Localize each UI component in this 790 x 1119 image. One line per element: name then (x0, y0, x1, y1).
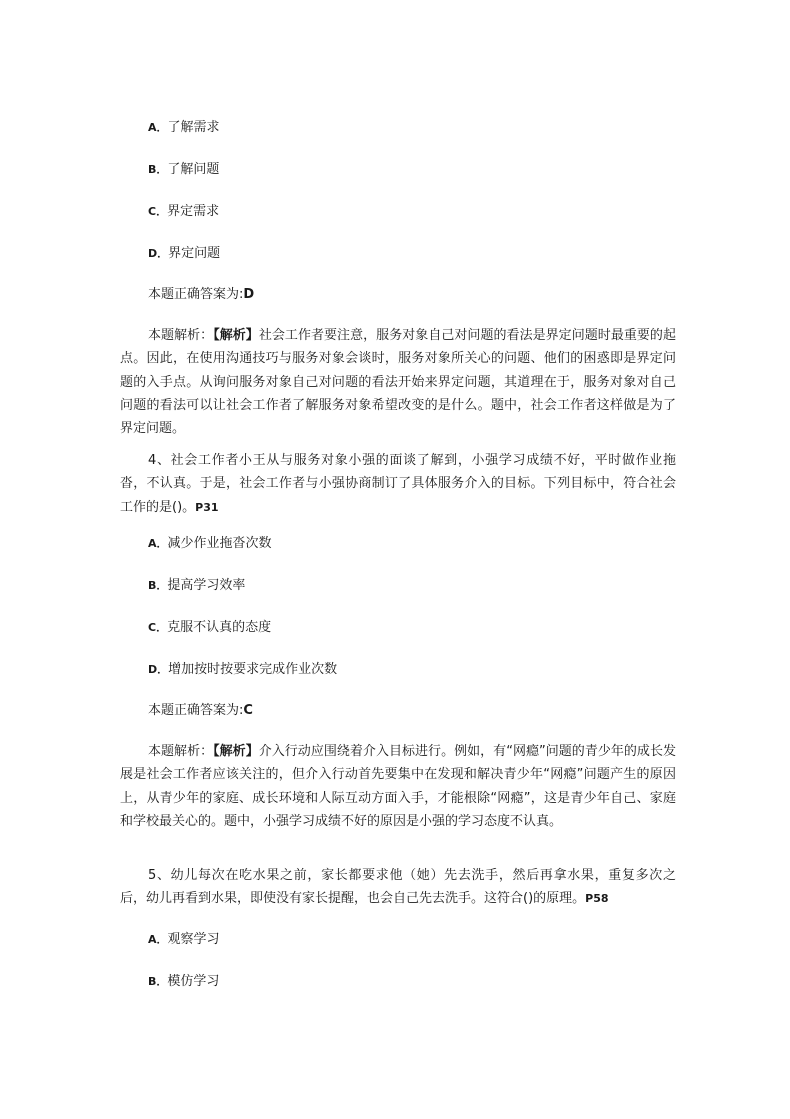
option-text: 界定问题 (168, 246, 221, 261)
analysis-tag: 【解析】 (213, 328, 259, 343)
q3-option-c (148, 203, 219, 221)
q3-analysis (120, 324, 676, 440)
q4-option-b (148, 577, 245, 595)
question-number: 5、 (148, 868, 171, 883)
page-reference: P31 (195, 500, 219, 514)
option-letter: D． (148, 663, 169, 676)
option-text: 了解需求 (167, 120, 220, 135)
q5-stem (120, 864, 676, 911)
option-letter: A． (148, 121, 168, 134)
option-text: 了解问题 (167, 162, 220, 177)
option-letter: A． (148, 537, 168, 550)
q4-option-a (148, 535, 272, 553)
answer-label: 本题正确答案为: (148, 287, 244, 302)
option-letter: C． (148, 621, 168, 634)
option-letter: D． (148, 247, 169, 260)
q3-option-d (148, 245, 220, 263)
answer-label: 本题正确答案为: (148, 703, 244, 718)
answer-value: D (243, 287, 255, 302)
q4-analysis (120, 740, 676, 833)
option-letter: A． (148, 933, 168, 946)
q3-option-a (148, 119, 220, 137)
q3-option-b (148, 161, 219, 179)
analysis-text: 社会工作者要注意，服务对象自己对问题的看法是界定问题时最重要的起点。因此，在使用沟通技巧与服务对象会谈时，服务对象所关心的问题、他们的困惑即是界定问题的入手点。从询问服务对象自己对问题的看法开始来界定问题，其道理在于，服务对象对自己问题的看法可以让社会工作者了解服务对象希望改变的是什么。题中，社会工作者这样做是为了界定问题。 (120, 328, 676, 437)
page-reference: P58 (585, 892, 609, 906)
option-text: 增加按时按要求完成作业次数 (168, 662, 338, 677)
question-text: 幼儿每次在吃水果之前，家长都要求他（她）先去洗手，然后再拿水果，重复多次之后，幼儿再看到水果，即使没有家长提醒，也会自己先去洗手。这符合()的原理。 (120, 868, 676, 907)
question-number: 4、 (148, 453, 171, 468)
option-text: 克服不认真的态度 (167, 620, 272, 635)
option-letter: C． (148, 205, 168, 218)
analysis-label: 本题解析： (148, 744, 214, 759)
option-text: 界定需求 (167, 204, 220, 219)
q4-stem (120, 449, 676, 519)
question-text: 社会工作者小王从与服务对象小强的面谈了解到，小强学习成绩不好，平时做作业拖沓，不认真。于是，社会工作者与小强协商制订了具体服务介入的目标。下列目标中，符合社会工作的是()。 (120, 453, 676, 515)
answer-value: C (243, 703, 253, 718)
option-letter: B． (148, 163, 168, 176)
q4-option-d (148, 661, 337, 679)
option-text: 提高学习效率 (167, 578, 246, 593)
analysis-text: 介入行动应围绕着介入目标进行。例如，有“网瘾”问题的青少年的成长发展是社会工作者应该关注的，但介入行动首先要集中在发现和解决青少年“网瘾”问题产生的原因上，从青少年的家庭、成长环境和人际互动方面入手，才能根除“网瘾”，这是青少年自己、家庭和学校最关心的。题中，小强学习成绩不好的原因是小强的学习态度不认真。 (120, 744, 676, 829)
analysis-tag: 【解析】 (213, 744, 259, 759)
q3-answer (148, 286, 254, 304)
option-text: 模仿学习 (167, 974, 220, 989)
q5-option-a (148, 931, 220, 949)
q5-option-b (148, 973, 219, 991)
option-text: 减少作业拖沓次数 (167, 536, 272, 551)
option-letter: B． (148, 579, 168, 592)
option-letter: B． (148, 975, 168, 988)
option-text: 观察学习 (167, 932, 220, 947)
q4-answer (148, 702, 253, 720)
q4-option-c (148, 619, 271, 637)
analysis-label: 本题解析： (148, 328, 214, 343)
